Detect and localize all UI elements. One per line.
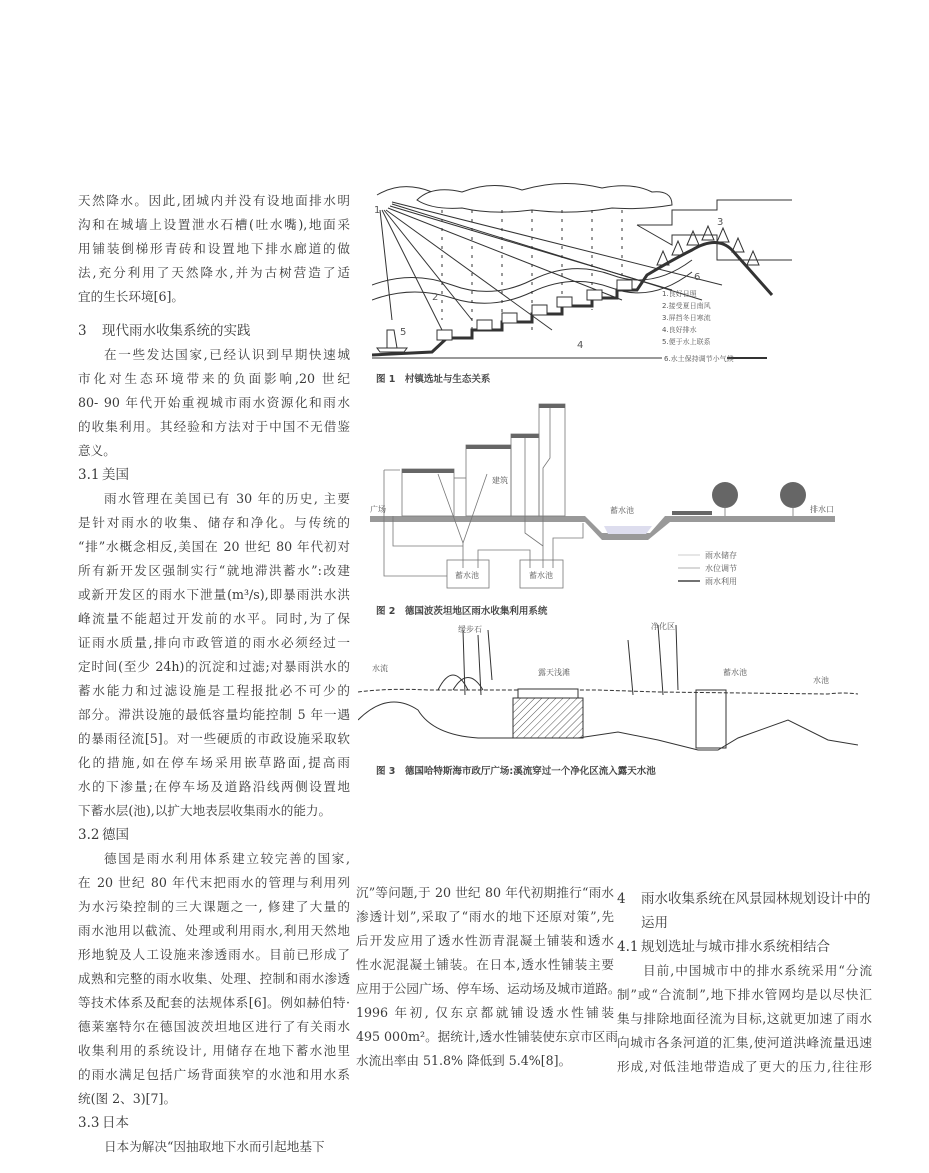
fig2-legend-item: 雨水储存 [705,551,737,560]
fig1-number: 3 [717,217,724,228]
paragraph-line: 渗透计划”,采取了“雨水的地下还原对策”,先 [356,909,614,924]
paragraph-line: 在一些发达国家,已经认识到早期快速城 [104,347,350,362]
figure-3-caption: 图 3 德国哈特斯海市政厅广场:溪流穿过一个净化区流入露天水池 [376,766,656,777]
fig2-legend-item: 雨水利用 [705,577,737,586]
fig1-number: 2 [432,292,439,303]
paragraph-line: 意义。 [78,443,116,458]
paragraph-line: 所有新开发区强制实行“就地滞洪蓄水”:改建 [78,563,350,578]
paragraph-line: 向城市各条河道的汇集,使河道洪峰流量迅速 [617,1035,872,1050]
section-title: 现代雨水收集系统的实践 [102,323,251,339]
subsection-heading-3-3 [78,1111,350,1135]
paragraph-line: 后开发应用了透水性沥青混凝土铺装和透水 [356,933,614,948]
paragraph-line: 的雨水满足包括广场背面狭窄的水池和用水系 [78,1067,350,1082]
fig3-label-purify: 净化区 [651,622,675,631]
paragraph-line: 部分。滞洪设施的最低容量均能控制 5 年一遇 [78,707,350,722]
paragraph-line: 德莱塞特尔在德国波茨坦地区进行了有关雨水 [78,1019,350,1034]
fig2-label-tank: 蓄水池 [455,571,479,580]
fig2-label-tank: 蓄水池 [529,571,553,580]
subsection-heading-3-1 [78,463,350,487]
paragraph-line: 是针对雨水的收集、储存和净化。与传统的 [78,515,350,530]
paragraph-line: 沉”等问题,于 20 世纪 80 年代初期推行“雨水 [356,885,614,900]
fig1-number: 5 [400,327,407,338]
section-title: 雨水收集系统在风景园林规划设计中的 [641,891,871,907]
paragraph-line: 水流出率由 51.8% 降低到 5.4%[8]。 [356,1053,572,1068]
section-number: 4.1 [617,939,639,955]
paragraph-line: 蓄水能力和过滤设施是工程报批必不可少的 [78,683,350,698]
paragraph-line: 在 20 世纪 80 年代末把雨水的管理与利用列 [78,875,350,890]
sun-rays [380,202,722,330]
section-title: 德国 [102,827,129,843]
fig1-legend-item: 5.便于水上联系 [662,338,711,346]
fig1-legend-item: 1.良好日照 [662,290,697,298]
fig1-number: 1 [374,205,381,216]
middle-column [356,881,621,1073]
section-title: 美国 [102,467,129,483]
paragraph-line: 495 000m²。据统计,透水性铺装使东京市区雨 [356,1029,618,1044]
fig2-legend-item: 水位调节 [705,564,737,573]
paragraph-line: 或新开发区的雨水下泄量(m³/s),即暴雨洪水洪 [78,587,350,602]
fig1-legend-item: 6.水土保持调节小气候 [664,355,734,363]
paragraph-line: 成熟和完整的雨水收集、处理、控制和雨水渗透 [78,971,350,986]
paragraph-line: 用铺装倒梯形青砖和设置地下排水廊道的做 [78,241,350,256]
paragraph-line: 证雨水质量,排向市政管道的雨水必须经过一 [78,635,350,650]
paragraph-line: 目前,中国城市中的排水系统采用“分流 [643,963,872,978]
paragraph-line: 收集利用的系统设计, 用储存在地下蓄水池里 [78,1043,350,1058]
figure-3-plaza-stream-section [358,620,858,760]
paragraph-line: 水的下渗量;在停车场及道路沿线两侧设置地 [78,779,350,794]
paragraph-line: 形成,对低洼地带造成了更大的压力,往往形 [617,1059,872,1074]
section-number: 3.1 [78,467,100,483]
paragraph-line: 市化对生态环境带来的负面影响,20 世纪 [78,371,350,386]
subsection-heading-3-2 [78,823,350,847]
paragraph-line: 定时间(至少 24h)的沉淀和过滤;对暴雨洪水的 [78,659,350,674]
paragraph-line: 制”或“合流制”,地下排水管网均是以尽快汇 [617,987,872,1002]
section-heading-3 [78,319,350,343]
paragraph-line: 化的措施,如在停车场采用嵌草路面,提高雨 [78,755,350,770]
section-number: 3.2 [78,827,100,843]
fig1-legend-item: 2.接受夏日南风 [662,302,711,310]
section-number: 3.3 [78,1115,100,1131]
paragraph-line: 雨水池用以截流、处理或利用雨水,利用天然地 [78,923,350,938]
paragraph-line: 下蓄水层(池),以扩大地表层收集雨水的能力。 [78,803,332,818]
paragraph-line: 集与排除地面径流为目标,这就更加速了雨水 [617,1011,872,1026]
paragraph-line: 雨水管理在美国已有 30 年的历史, 主要 [104,491,350,506]
paragraph-line: 的收集利用。其经验和方法对于中国不无借鉴 [78,419,350,434]
left-column [78,189,350,1159]
section-number: 3 [78,323,87,339]
paragraph-line: “排”水概念相反,美国在 20 世纪 80 年代初对 [78,539,350,554]
paragraph-line: 统(图 2、3)[7]。 [78,1091,177,1106]
paragraph-line: 沟和在城墙上设置泄水石槽(吐水嘴),地面采 [78,217,350,232]
fig1-number: 4 [577,340,584,351]
paragraph-line: 的暴雨径流[5]。对一些硬质的市政设施采取软 [78,731,350,746]
figure-2-caption: 图 2 德国波茨坦地区雨水收集利用系统 [376,606,548,617]
section-title: 规划选址与城市排水系统相结合 [641,939,830,955]
section-title-continued: 运用 [641,915,668,931]
paragraph-line: 为水污染控制的三大课题之一, 修建了大量的 [78,899,350,914]
fig1-legend-item: 3.屏挡冬日寒流 [662,314,711,322]
figure-1-village-siting-diagram [372,180,792,370]
paragraph-line: 峰流量不能超过开发前的水平。同时,为了保 [78,611,350,626]
paragraph-line: 1996 年初, 仅东京都就铺设透水性铺装 [356,1005,614,1020]
paragraph-line: 性水泥混凝土铺装。在日本,透水性铺装主要 [356,957,614,972]
paragraph-line: 天然降水。因此,团城内并没有设地面排水明 [78,193,350,208]
paragraph-line: 宜的生长环境[6]。 [78,289,184,304]
fig2-label-pond: 蓄水池 [610,506,634,515]
section-heading-4 [617,887,872,911]
fig3-label-stream: 水流 [372,664,388,673]
figure-1-caption: 图 1 村镇选址与生态关系 [376,374,491,385]
fig3-label-shallows: 露天浅滩 [538,668,570,677]
section-title: 日本 [102,1115,129,1131]
section-number: 4 [617,891,626,907]
paragraph-line: 应用于公园广场、停车场、运动场及城市道路。 [356,981,621,996]
paragraph-line: 日本为解决“因抽取地下水而引起地基下 [104,1139,325,1154]
fig1-number: 6 [694,272,701,283]
fig1-legend-item: 4.良好排水 [662,326,697,334]
paragraph-line: 等技术体系及配套的法规体系[6]。例如赫伯特· [78,995,350,1010]
subsection-heading-4-1 [617,935,872,959]
fig2-label-outlet: 排水口 [810,505,834,514]
fig3-label-stepping-stones: 缓步石 [458,625,482,634]
fig2-label-building: 建筑 [492,476,508,485]
paragraph-line: 德国是雨水利用体系建立较完善的国家, [104,851,350,866]
figure-2-rainwater-system-diagram [370,398,835,593]
paragraph-line: 形地貌及人工设施来渗透雨水。目前已形成了 [78,947,350,962]
fig3-label-reservoir: 蓄水池 [723,668,747,677]
right-column [617,887,872,1079]
fig3-label-pool: 水池 [813,676,829,685]
paragraph-line: 法,充分利用了天然降水,并为古树营造了适 [78,265,350,280]
fig2-label-plaza: 广场 [370,505,386,514]
paragraph-line: 80- 90 年代开始重视城市雨水资源化和雨水 [78,395,350,410]
